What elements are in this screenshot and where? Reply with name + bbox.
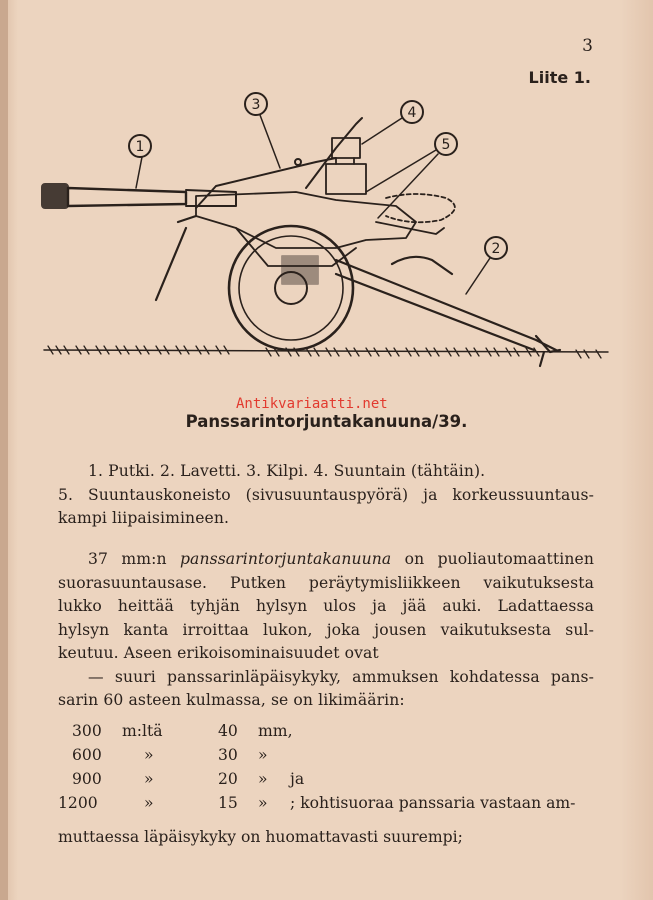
row-note: ; kohtisuoraa panssaria vastaan am-	[290, 794, 576, 812]
penetration-unit: »	[258, 794, 268, 812]
page-number: 3	[582, 36, 593, 56]
row-note: ja	[290, 770, 305, 788]
table-row	[58, 794, 594, 818]
description-line: lukko heittää tyhjän hylsyn ulos ja jää auki. Ladattaessa	[58, 597, 594, 615]
feature-line: — suuri panssarinläpäisykyky, ammuksen kohdatessa pans-	[88, 667, 594, 686]
callout-5-label: 5	[441, 137, 451, 153]
penetration-table	[58, 722, 594, 818]
distance-unit: m:ltä	[122, 722, 163, 740]
table-row	[58, 722, 594, 746]
page-binding-edge	[0, 0, 8, 900]
legend-line: 5. Suuntauskoneisto (sivusuuntauspyörä) ja korkeussuuntaus-	[58, 485, 594, 504]
penetration-unit: mm,	[258, 722, 293, 740]
distance: 1200	[58, 794, 98, 812]
anti-tank-gun-illustration	[36, 88, 614, 390]
table-row	[58, 770, 594, 794]
distance: 900	[72, 770, 102, 788]
callout-2	[466, 237, 507, 294]
callout-3-label: 3	[251, 97, 261, 113]
penetration-value: 15	[218, 794, 238, 812]
sight	[326, 138, 366, 194]
figure-legend	[58, 460, 594, 531]
description-line: suorasuuntausase. Putken peräytymisliikkeen vaikutuksesta	[58, 573, 594, 592]
table-row	[58, 746, 594, 770]
figure-caption: Panssarintorjuntakanuuna/39.	[185, 412, 468, 431]
penetration-value: 20	[218, 770, 238, 788]
penetration-value: 30	[218, 746, 238, 764]
trailing-line: muttaessa läpäisykyky on huomattavasti suurempi;	[58, 828, 463, 846]
wheel	[229, 226, 353, 350]
watermark: Antikvariaatti.net	[236, 396, 388, 412]
distance: 300	[72, 722, 102, 740]
distance-unit: »	[144, 770, 154, 788]
legend-line: 1. Putki. 2. Lavetti. 3. Kilpi. 4. Suuntain (tähtäin).	[88, 462, 486, 480]
legend-line: kampi liipaisimineen.	[58, 509, 230, 527]
penetration-unit: »	[258, 770, 268, 788]
description-line: keutuu. Aseen erikoisominaisuudet ovat	[58, 644, 379, 662]
description-first-line: 37 mm:n panssarintorjuntakanuuna on puoliautomaattinen	[88, 550, 594, 568]
distance-unit: »	[144, 746, 154, 764]
distance-unit: »	[144, 794, 154, 812]
penetration-value: 40	[218, 722, 238, 740]
description-paragraph	[58, 548, 594, 713]
callout-1-label: 1	[135, 139, 145, 155]
penetration-unit: »	[258, 746, 268, 764]
appendix-label: Liite 1.	[528, 68, 591, 87]
callout-4-label: 4	[407, 105, 417, 121]
italic-term: panssarintorjuntakanuuna	[179, 550, 392, 568]
ground-line	[44, 350, 608, 352]
description-line: hylsyn kanta irroittaa lukon, joka jousen vaikutuksesta sul-	[58, 620, 594, 639]
callout-3	[245, 93, 280, 168]
carriage-body	[156, 192, 455, 300]
distance: 600	[72, 746, 102, 764]
feature-line: sarin 60 asteen kulmassa, se on likimäärin:	[58, 691, 405, 709]
callout-2-label: 2	[491, 241, 501, 257]
